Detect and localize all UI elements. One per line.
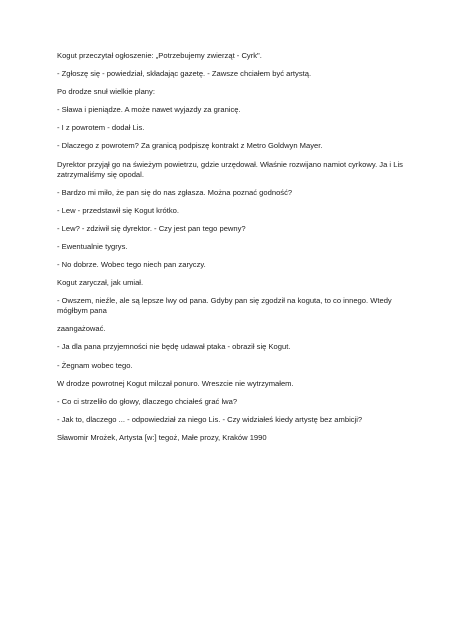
paragraph-18: W drodze powrotnej Kogut milczał ponuro. Wreszcie nie wytrzymałem. (57, 378, 294, 388)
paragraph-6: - Dlaczego z powrotem? Za granicą podpiszę kontrakt z Metro Goldwyn Mayer. (57, 141, 323, 151)
paragraph-19: - Co ci strzeliło do głowy, dlaczego chciałeś grać lwa? (57, 396, 238, 406)
paragraph-17: - Żegnam wobec tego. (57, 360, 133, 370)
paragraph-20: - Jak to, dlaczego ... - odpowiedział za niego Lis. - Czy widziałeś kiedy artystę bez ambicji? (57, 414, 363, 424)
paragraph-14: - Owszem, nieźle, ale są lepsze lwy od pana. Gdyby pan się zgodził na koguta, to co innego. Wtedy mógłbym pana (57, 296, 392, 316)
paragraph-7: Dyrektor przyjął go na świeżym powietrzu, gdzie urzędował. Właśnie rozwijano namiot cyrkowy. Ja i Lis zatrzymaliśmy się opodal. (57, 159, 403, 179)
paragraph-11: - Ewentualnie tygrys. (57, 241, 128, 251)
document-page (57, 51, 422, 451)
paragraph-13: Kogut zaryczał, jak umiał. (57, 278, 144, 288)
paragraph-8: - Bardzo mi miło, że pan się do nas zgłasza. Można poznać godność? (57, 187, 293, 197)
source-citation: Sławomir Mrożek, Artysta [w:] tegoż, Małe prozy, Kraków 1990 (57, 432, 267, 442)
paragraph-9: - Lew - przedstawił się Kogut krótko. (57, 205, 179, 215)
paragraph-2: - Zgłoszę się - powiedział, składając gazetę. - Zawsze chciałem być artystą. (57, 69, 312, 79)
paragraph-10: - Lew? - zdziwił się dyrektor. - Czy jest pan tego pewny? (57, 223, 246, 233)
paragraph-5: - I z powrotem - dodał Lis. (57, 123, 145, 133)
paragraph-3: Po drodze snuł wielkie plany: (57, 87, 155, 97)
paragraph-16: - Ja dla pana przyjemności nie będę udawał ptaka - obraził się Kogut. (57, 342, 291, 352)
paragraph-12: - No dobrze. Wobec tego niech pan zaryczy. (57, 260, 206, 270)
paragraph-1: Kogut przeczytał ogłoszenie: „Potrzebujemy zwierząt - Cyrk". (57, 51, 262, 60)
paragraph-15: zaangażować. (57, 324, 106, 334)
paragraph-4: - Sława i pieniądze. A może nawet wyjazdy za granicę. (57, 105, 241, 115)
